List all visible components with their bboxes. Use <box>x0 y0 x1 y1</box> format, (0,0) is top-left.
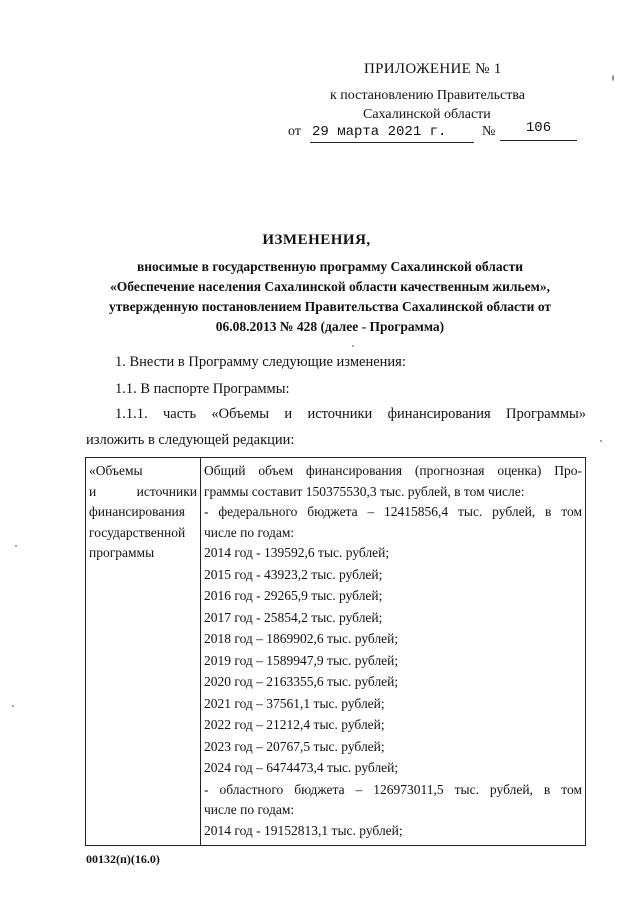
scan-speck <box>15 545 17 547</box>
appendix-line-2: Сахалинской области <box>363 107 491 122</box>
federal-year-item: 2016 год - 29265,9 тыс. рублей; <box>204 588 383 603</box>
scan-speck <box>352 345 354 347</box>
federal-year-item: 2021 год – 37561,1 тыс. рублей; <box>204 695 385 711</box>
left-line: государственной <box>89 524 186 540</box>
table-right-cell <box>201 458 586 846</box>
left-line: и источники <box>89 483 197 499</box>
date-number-row <box>288 120 588 144</box>
federal-year-item: 2015 год - 43923,2 тыс. рублей; <box>204 566 383 582</box>
footer-code: 00132(п)(16.0) <box>86 852 160 866</box>
paragraph-1: 1. Внести в Программу следующие изменения: <box>115 354 406 370</box>
passport-table <box>85 457 586 846</box>
document-subtitle: вносимые в государственную программу Сахалинской области «Обеспечение населения Сахалинской области качественным жильем», утвержденную постановлением Правительства Сахалинской области от 06.08.2013 № 428 (далее - Программа) <box>108 259 552 334</box>
scan-speck <box>600 440 602 442</box>
table-row <box>86 458 586 846</box>
federal-budget-line: - федерального бюджета – 12415856,4 тыс. рублей, в том <box>204 504 582 519</box>
table-left-cell <box>86 458 201 846</box>
regional-budget-line: - областного бюджета – 126973011,5 тыс. рублей, в том <box>204 781 582 797</box>
paragraph-1-1: 1.1. В паспорте Программы: <box>115 381 290 397</box>
number-label: № <box>482 124 496 139</box>
left-line: финансирования <box>89 504 185 519</box>
federal-year-item: 2018 год – 1869902,6 тыс. рублей; <box>204 631 399 646</box>
regional-year-item: 2014 год - 19152813,1 тыс. рублей; <box>204 822 403 838</box>
date-value: 29 марта 2021 г. <box>310 124 474 143</box>
document-heading: ИЗМЕНЕНИЯ, <box>262 232 371 248</box>
appendix-line-1: к постановлению Правительства <box>330 88 526 103</box>
number-value: 106 <box>500 120 577 141</box>
federal-year-item: 2024 год – 6474473,4 тыс. рублей; <box>204 760 399 775</box>
appendix-title: ПРИЛОЖЕНИЕ № 1 <box>364 61 502 77</box>
paragraph-1-1-1: 1.1.1. часть «Объемы и источники финансирования Программы» <box>115 406 586 422</box>
federal-year-item: 2017 год - 25854,2 тыс. рублей; <box>204 609 383 625</box>
intro-line: Общий объем финансирования (прогнозная оценка) Про- <box>204 463 582 478</box>
federal-budget-line: числе по годам: <box>204 524 295 540</box>
intro-line: граммы составит 150375530,3 тыс. рублей, в том числе: <box>204 483 525 499</box>
federal-year-item: 2023 год – 20767,5 тыс. рублей; <box>204 738 385 754</box>
left-line: «Объемы <box>89 463 143 478</box>
regional-budget-line: числе по годам: <box>204 802 295 817</box>
date-prefix: от <box>288 124 301 139</box>
scan-speck <box>612 75 614 81</box>
federal-year-item: 2014 год - 139592,6 тыс. рублей; <box>204 545 390 560</box>
left-line: программы <box>89 545 155 560</box>
federal-year-item: 2022 год – 21212,4 тыс. рублей; <box>204 717 385 732</box>
federal-year-item: 2019 год – 1589947,9 тыс. рублей; <box>204 652 399 668</box>
federal-year-item: 2020 год – 2163355,6 тыс. рублей; <box>204 674 399 689</box>
scan-speck <box>12 705 14 707</box>
paragraph-1-1-1-continuation: изложить в следующей редакции: <box>86 432 295 448</box>
